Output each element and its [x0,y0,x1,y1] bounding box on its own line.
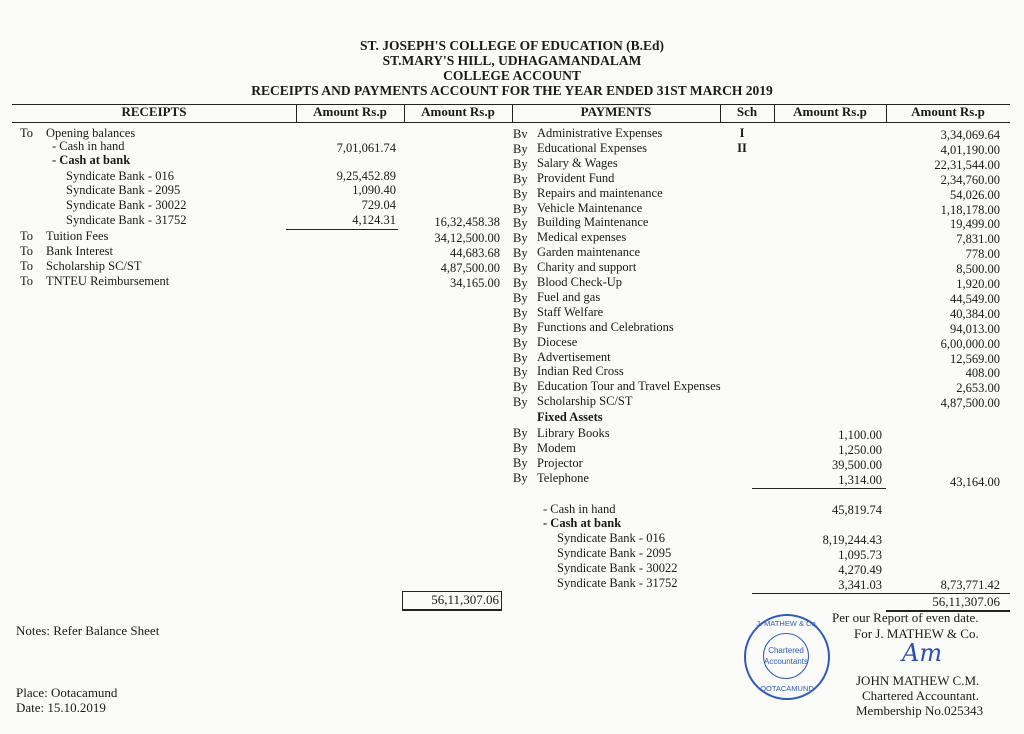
fixed-asset-label: Modem [537,441,576,455]
payment-amount: 408.00 [965,366,1000,380]
closing-bank-label: Syndicate Bank - 2095 [557,546,672,560]
opening-cash-at-bank-label: - Cash at bank [52,153,131,167]
payment-prefix: By [513,276,528,290]
payment-amount: 2,34,760.00 [940,173,1000,187]
receipt-amount: 34,165.00 [450,276,500,290]
payment-prefix: By [513,246,528,260]
receipt-prefix: To [20,274,34,288]
payment-label: Vehicle Maintenance [537,201,643,215]
seal-inner-text: Accountants [764,657,809,666]
payment-label: Administrative Expenses [537,126,663,140]
place-text: Place: Ootacamund [16,685,118,700]
payment-prefix: By [513,157,528,171]
receipt-amount: 4,87,500.00 [440,261,500,275]
payment-label: Medical expenses [537,230,627,244]
statement-title: RECEIPTS AND PAYMENTS ACCOUNT FOR THE YEAR ENDED 31ST MARCH 2019 [251,83,773,98]
payment-amount: 8,500.00 [956,262,1000,276]
payment-prefix: By [513,187,528,201]
closing-bank-amount: 3,341.03 [838,578,882,592]
subtotal-rule [286,229,398,230]
payment-prefix: By [513,471,528,485]
opening-balances-label: Opening balances [46,126,136,140]
closing-bank-label: Syndicate Bank - 016 [557,531,665,545]
opening-bank-amount: 9,25,452.89 [336,169,396,183]
payment-amount: 12,569.00 [950,352,1000,366]
account-name: COLLEGE ACCOUNT [443,68,581,83]
payment-prefix: By [513,172,528,186]
payment-amount: 1,18,178.00 [940,203,1000,217]
payment-label: Education Tour and Travel Expenses [537,379,721,393]
payment-label: Fuel and gas [537,290,601,304]
closing-bank-amount: 8,19,244.43 [822,533,882,547]
payment-prefix: By [513,336,528,350]
payment-prefix: By [513,395,528,409]
opening-bank-amount: 4,124.31 [352,213,396,227]
membership-number: Membership No.025343 [856,703,984,718]
payment-amount: 3,34,069.64 [940,128,1000,142]
opening-balances-total: 16,32,458.38 [434,215,500,229]
receipts-amount-header: Amount Rs.p [313,104,387,119]
closing-bank-label: Syndicate Bank - 30022 [557,561,678,575]
closing-cash-in-hand-label: - Cash in hand [543,502,616,516]
payment-label: Indian Red Cross [537,364,624,378]
receipts-grand-total: 56,11,307.06 [431,592,499,607]
receipt-prefix: To [20,244,34,258]
payment-prefix: By [513,441,528,455]
payment-prefix: By [513,380,528,394]
closing-bank-amount: 4,270.49 [838,563,882,577]
date-text: Date: 15.10.2019 [16,700,106,715]
payment-prefix: By [513,321,528,335]
table-header-rule [12,122,1010,123]
receipt-amount: 34,12,500.00 [434,231,500,245]
schedule-header: Sch [736,104,758,119]
fixed-assets-rule [752,488,886,489]
closing-cash-at-bank-label: - Cash at bank [543,516,622,530]
opening-bank-label: Syndicate Bank - 016 [66,169,174,183]
payment-amount: 4,01,190.00 [940,143,1000,157]
receipt-prefix: To [20,126,34,140]
opening-cash-in-hand-amount: 7,01,061.74 [336,141,396,155]
payment-prefix: By [513,306,528,320]
fixed-asset-amount: 39,500.00 [832,458,882,472]
payment-prefix: By [513,291,528,305]
payment-amount: 44,549.00 [950,292,1000,306]
payment-amount: 19,499.00 [950,217,1000,231]
opening-cash-in-hand-label: - Cash in hand [52,139,125,153]
payment-prefix: By [513,365,528,379]
payments-amount-header: Amount Rs.p [911,104,985,119]
payment-amount: 40,384.00 [950,307,1000,321]
payment-amount: 4,87,500.00 [940,396,1000,410]
receipts-header: RECEIPTS [121,104,187,119]
college-address: ST.MARY'S HILL, UDHAGAMANDALAM [382,53,642,68]
opening-bank-label: Syndicate Bank - 31752 [66,213,187,227]
firm-name: For J. MATHEW & Co. [854,626,979,641]
payments-amount-header: Amount Rs.p [793,104,867,119]
payment-label: Repairs and maintenance [537,186,663,200]
payment-prefix: By [513,216,528,230]
payment-label: Building Maintenance [537,215,649,229]
payment-prefix: By [513,231,528,245]
fixed-assets-total: 43,164.00 [950,475,1000,489]
receipt-label: Bank Interest [46,244,113,258]
schedule-ref: II [737,141,747,155]
notes-text: Notes: Refer Balance Sheet [16,623,160,638]
firm-seal [744,614,830,700]
fixed-asset-label: Telephone [537,471,589,485]
schedule-ref: I [739,126,745,140]
fixed-asset-label: Projector [537,456,583,470]
payment-prefix: Bv [513,127,528,141]
opening-bank-amount: 1,090.40 [352,183,396,197]
payment-label: Educational Expenses [537,141,648,155]
payments-header: PAYMENTS [580,104,652,119]
payment-label: Blood Check-Up [537,275,623,289]
payment-amount: 22,31,544.00 [934,158,1000,172]
payment-label: Advertisement [537,350,611,364]
payment-prefix: By [513,351,528,365]
fixed-asset-label: Library Books [537,426,610,440]
payment-amount: 94,013.00 [950,322,1000,336]
seal-inner-text: Chartered [768,646,804,655]
payment-label: Staff Welfare [537,305,604,319]
payment-label: Salary & Wages [537,156,618,170]
closing-cash-in-hand-amount: 45,819.74 [832,503,882,517]
signatory-designation: Chartered Accountant. [862,688,979,703]
payment-amount: 778.00 [965,247,1000,261]
payment-amount: 2,653.00 [956,381,1000,395]
receipt-amount: 44,683.68 [450,246,500,260]
payment-label: Charity and support [537,260,637,274]
seal-bottom-text: OOTACAMUND [760,684,814,693]
payment-amount: 7,831.00 [956,232,1000,246]
payment-amount: 6,00,000.00 [940,337,1000,351]
payment-prefix: By [513,142,528,156]
fixed-asset-amount: 1,250.00 [838,443,882,457]
receipts-amount-header: Amount Rs.p [421,104,495,119]
receipt-label: Scholarship SC/ST [46,259,142,273]
seal-inner-ring [763,633,809,679]
payment-amount: 1,920.00 [956,277,1000,291]
receipt-label: Tuition Fees [46,229,109,243]
receipt-prefix: To [20,259,34,273]
receipt-prefix: To [20,229,34,243]
payment-label: Scholarship SC/ST [537,394,633,408]
payment-label: Garden maintenance [537,245,641,259]
opening-bank-label: Syndicate Bank - 2095 [66,183,181,197]
signature: Am [902,639,943,667]
payment-prefix: By [513,426,528,440]
payment-label: Diocese [537,335,578,349]
payment-prefix: By [513,202,528,216]
payment-prefix: By [513,261,528,275]
fixed-asset-amount: 1,100.00 [838,428,882,442]
fixed-asset-amount: 1,314.00 [838,473,882,487]
closing-bank-label: Syndicate Bank - 31752 [557,576,678,590]
receipt-label: TNTEU Reimbursement [46,274,170,288]
opening-bank-label: Syndicate Bank - 30022 [66,198,187,212]
college-name: ST. JOSEPH'S COLLEGE OF EDUCATION (B.Ed) [360,38,664,53]
fixed-assets-title: Fixed Assets [537,410,603,424]
signatory-name: JOHN MATHEW C.M. [856,673,980,688]
payment-label: Functions and Celebrations [537,320,674,334]
closing-bank-amount: 1,095.73 [838,548,882,562]
closing-balance-total: 8,73,771.42 [940,578,1000,592]
payment-amount: 54,026.00 [950,188,1000,202]
report-reference: Per our Report of even date. [832,610,979,625]
opening-bank-amount: 729.04 [361,198,396,212]
payment-prefix: By [513,456,528,470]
payments-grand-total: 56,11,307.06 [932,594,1000,609]
seal-top-text: J. MATHEW & Co. [756,619,818,628]
payment-label: Provident Fund [537,171,615,185]
